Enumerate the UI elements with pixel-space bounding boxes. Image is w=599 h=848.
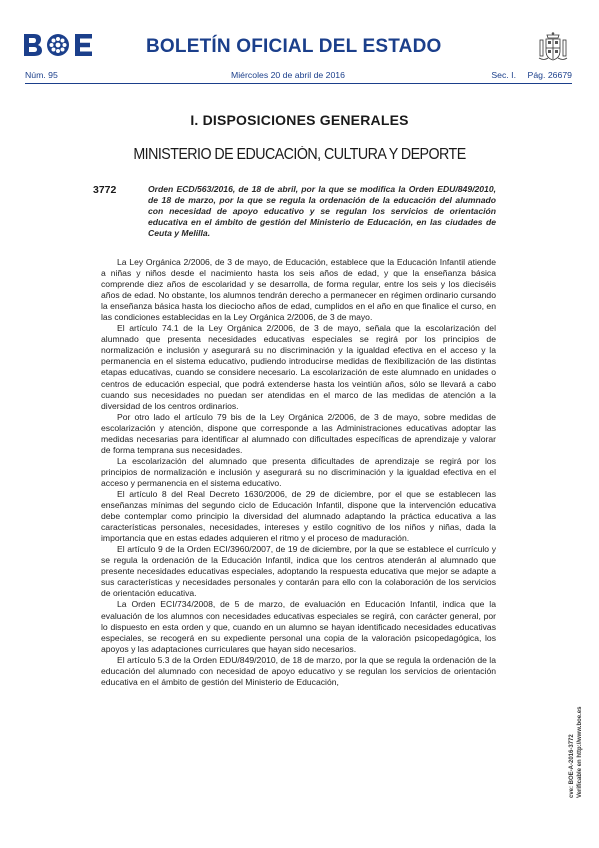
header-divider <box>25 83 572 84</box>
order-number: 3772 <box>93 184 117 196</box>
page-number: Pág. 26679 <box>527 70 572 80</box>
verification-note <box>566 700 582 800</box>
gazette-title: BOLETÍN OFICIAL DEL ESTADO <box>146 36 442 57</box>
document-body <box>101 257 496 688</box>
ministry-heading: MINISTERIO DE EDUCACIÓN, CULTURA Y DEPORTE <box>133 146 466 163</box>
order-summary: Orden ECD/563/2016, de 18 de abril, por la que se modifica la Orden EDU/849/2010, de 18 de marzo, por la que se regula la ordenación de la educación del alumnado con necesidad de apoyo educativo y se regulan los servicios de orientación educativa en el ámbito de gestión del Ministerio de Educación, en las ciudades de Ceuta y Melilla. <box>148 184 496 239</box>
issue-number: Núm. 95 <box>25 70 58 80</box>
verification-url: Verificable en http://www.boe.es <box>576 706 583 798</box>
paragraph: El artículo 8 del Real Decreto 1630/2006, de 29 de diciembre, por el que se establecen las enseñanzas mínimas del segundo ciclo de Educación Infantil, dispone que la intervención educativa debe contemplar como principio la diversidad del alumnado adaptando la práctica educativa a las características personales, necesidades, intereses y estilo cognitivo de los niños y niñas, dada la importancia que en estas edades adquieren el ritmo y el proceso de maduración. <box>101 488 496 544</box>
section-title: I. DISPOSICIONES GENERALES <box>190 112 409 128</box>
paragraph: Por otro lado el artículo 79 bis de la Ley Orgánica 2/2006, de 3 de mayo, sobre medidas de escolarización y atención, dispone que corresponde a las Administraciones educativas adoptar las medidas necesarias para identificar al alumnado con dificultades específicas de aprendizaje y valorar de forma temprana sus necesidades. <box>101 411 496 455</box>
cve-code: cve: BOE-A-2016-3772 <box>569 734 575 798</box>
issue-info <box>25 70 572 84</box>
paragraph: La Orden ECI/734/2008, de 5 de marzo, de evaluación en Educación Infantil, indica que la evaluación de los alumnos con necesidades educativas especiales se regirá, con carácter general, por lo dispuesto en esta orden y que, cuando en un alumno se hayan identificado necesidades educativas especiales, se recogerá en su expediente personal una copia de la valoración psicopedagógica, los apoyos y las adaptaciones curriculares que hayan sido necesarios. <box>101 599 496 654</box>
section-label: Sec. I. <box>491 70 516 80</box>
paragraph: El artículo 9 de la Orden ECI/3960/2007, de 19 de diciembre, por la que se establece el currículo y se regula la ordenación de la Educación Infantil, indica que los centros atenderán al alumnado que presente necesidades educativas especiales, adoptando la respuesta educativa que mejor se adapte a sus características y necesidades personales y contarán para ello con la colaboración de los servicios de orientación educativa. <box>101 544 496 599</box>
boe-logo <box>24 34 92 56</box>
paragraph: El artículo 74.1 de la Ley Orgánica 2/2006, de 3 de mayo, señala que la escolarización del alumnado que presenta necesidades educativas especiales se regirá por los principios de normalización e inclusión y asegurará su no discriminación y la igualdad efectiva en el acceso y la permanencia en el sistema educativo, pudiendo introducirse medidas de flexibilización de las distintas etapas educativas, cuando se considere necesario. La escolarización de este alumnado en unidades o centros de educación especial, que podrá extenderse hasta los veintiún años, sólo se llevará a cabo cuando sus necesidades no puedan ser atendidas en el marco de las medidas de atención a la diversidad de los centros ordinarios. <box>101 323 496 411</box>
coat-of-arms-icon <box>538 32 568 64</box>
paragraph: La Ley Orgánica 2/2006, de 3 de mayo, de Educación, establece que la Educación Infantil atiende a niñas y niños desde el nacimiento hasta los seis años de edad, y que la enseñanza básica comprende diez años de escolaridad y se desarrolla, de forma regular, entre los seis y los dieciséis años de edad. No obstante, los alumnos tendrán derecho a permanecer en régimen ordinario cursando la enseñanza básica hasta los dieciocho años de edad, cumplidos en el año en que finalice el curso, en las condiciones establecidas en la Ley Orgánica 2/2006, de 3 de mayo. <box>101 257 496 323</box>
paragraph: La escolarización del alumnado que presenta dificultades de aprendizaje se regirá por los principios de normalización e inclusión y asegurará su no discriminación y la igualdad efectiva en el acceso y permanencia en el sistema educativo. <box>101 455 496 488</box>
issue-date: Miércoles 20 de abril de 2016 <box>231 70 345 80</box>
paragraph: El artículo 5.3 de la Orden EDU/849/2010, de 18 de marzo, por la que se regula la ordenación de la educación del alumnado con necesidad de apoyo educativo y se regulan los servicios de orientación educativa en el ámbito de gestión del Ministerio de Educación, <box>101 654 496 687</box>
